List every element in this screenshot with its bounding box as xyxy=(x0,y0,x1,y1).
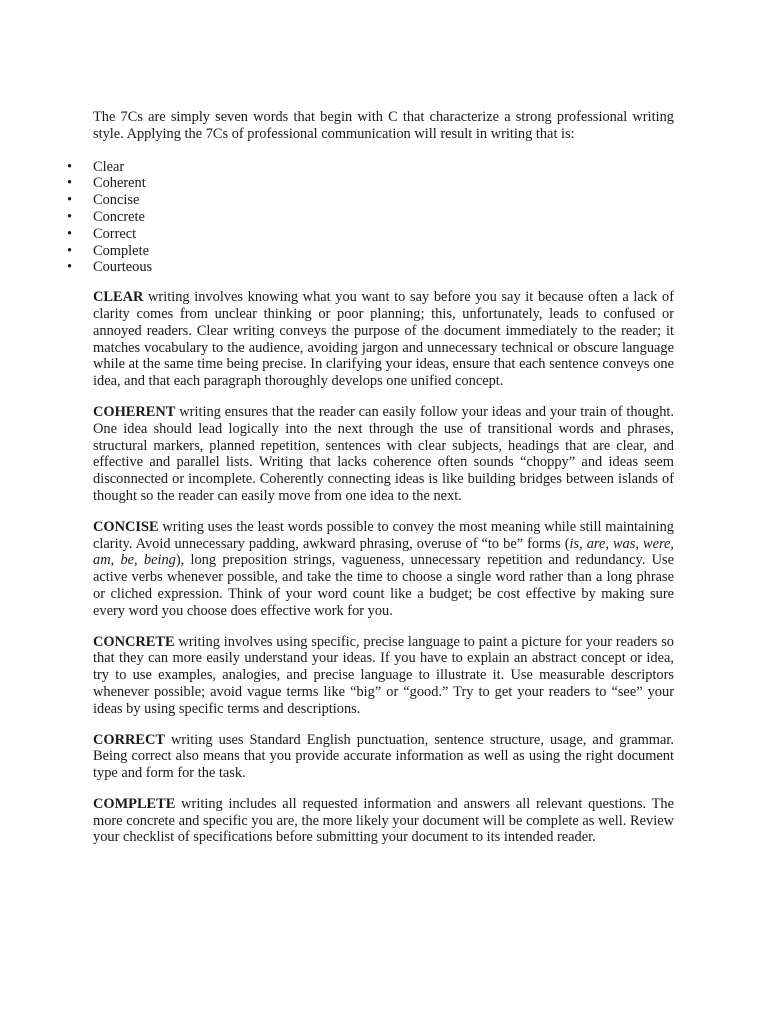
coherent-paragraph xyxy=(93,404,674,505)
list-item-label: Concrete xyxy=(93,208,145,225)
list-item xyxy=(67,259,674,276)
seven-cs-list xyxy=(67,158,674,277)
list-item xyxy=(67,192,674,209)
document-page xyxy=(67,109,675,846)
intro-paragraph: The 7Cs are simply seven words that begin with C that characterize a strong professional writing style. Applying the 7Cs of professional communication will result in writing that is: xyxy=(93,109,674,142)
complete-term: COMPLETE xyxy=(93,795,176,812)
bullet-icon: • xyxy=(67,242,73,259)
clear-text: writing involves knowing what you want to say before you say it because often a lack of clarity comes from unclear thinking or poor planning; this, unfortunately, leads to confused or annoyed readers. Clear writing conveys the purpose of the document immediately to the reader; it matches vocabulary to the audience, avoiding jargon and unnecessary technical or obscure language while at the same time being precise. In clarifying your ideas, ensure that each sentence conveys one idea, and that each paragraph thoroughly develops one unified concept. xyxy=(93,289,674,390)
clear-paragraph xyxy=(93,289,674,390)
list-item-label: Courteous xyxy=(93,259,153,276)
bullet-icon: • xyxy=(67,225,73,242)
bullet-icon: • xyxy=(67,175,73,192)
coherent-text: writing ensures that the reader can easily follow your ideas and your train of thought. One idea should lead logically into the next through the use of transitional words and phrases, structural markers, planned repetition, sentences with clear subjects, headings that are clear, and effective and parallel lists. Writing that lacks coherence often sounds “choppy” and ideas seem disconnected or incomplete. Coherently connecting ideas is like building bridges between islands of thought so the reader can easily move from one idea to the next. xyxy=(93,403,674,504)
complete-paragraph xyxy=(93,796,674,846)
bullet-icon: • xyxy=(67,158,73,175)
list-item xyxy=(67,208,674,226)
concise-text-b: ), long preposition strings, vagueness, unnecessary repetition and redundancy. Use active verbs whenever possible, and take the time to choose a single word rather than a long phrase or cliched expression. Think of your word count like a budget; be cost effective by making sure every word you choose does effective work for you. xyxy=(93,552,674,619)
list-item xyxy=(67,158,674,176)
correct-paragraph xyxy=(93,732,674,782)
clear-term: CLEAR xyxy=(93,289,144,306)
concrete-text: writing involves using specific, precise language to paint a picture for your readers so that they can more easily understand your ideas. If you have to explain an abstract concept or idea, try to use examples, analogies, and precise language to illustrate it. Use measurable descriptors whenever possible; avoid vague terms like “big” or “good.” Try to get your readers to “see” your ideas by using specific terms and descriptions. xyxy=(93,633,674,717)
bullet-icon: • xyxy=(67,208,73,225)
correct-term: CORRECT xyxy=(93,731,165,748)
list-item xyxy=(67,242,674,260)
concise-paragraph xyxy=(93,519,674,620)
list-item-label: Complete xyxy=(93,242,149,259)
list-item-label: Concise xyxy=(93,192,140,209)
list-item xyxy=(67,175,674,192)
bullet-icon: • xyxy=(67,259,73,276)
correct-text: writing uses Standard English punctuation, sentence structure, usage, and grammar. Being correct also means that you provide accurate information as well as using the right document type and form for the task. xyxy=(93,731,674,782)
concise-text-a: writing uses the least words possible to convey the most meaning while still maintaining clarity. Avoid unnecessary padding, awkward phrasing, overuse of “to be” forms ( xyxy=(93,518,674,552)
bullet-icon: • xyxy=(67,192,73,209)
complete-text: writing includes all requested information and answers all relevant questions. The more concrete and specific you are, the more likely your document will be complete as well. Review your checklist of specifications before submitting your document to its intended reader. xyxy=(93,795,674,846)
concrete-paragraph xyxy=(93,634,674,718)
coherent-term: COHERENT xyxy=(93,403,176,420)
concise-term: CONCISE xyxy=(93,518,159,535)
list-item-label: Clear xyxy=(93,158,125,175)
list-item xyxy=(67,225,674,243)
list-item-label: Coherent xyxy=(93,175,146,192)
concise-italic-forms: is, are, was, were, am, be, being xyxy=(93,535,675,569)
list-item-label: Correct xyxy=(93,225,137,242)
concrete-term: CONCRETE xyxy=(93,633,175,650)
